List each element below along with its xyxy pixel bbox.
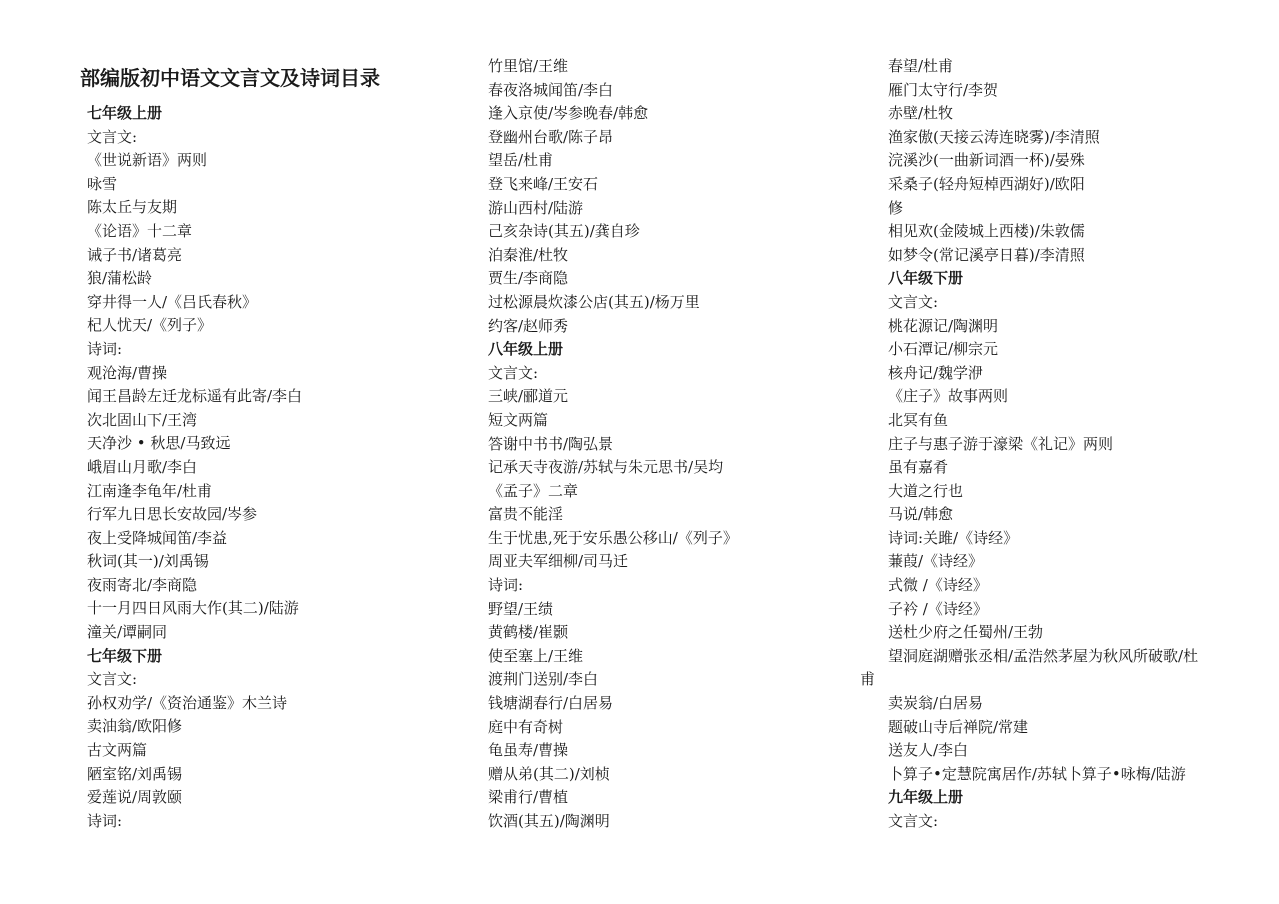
list-item: 北冥有鱼 bbox=[888, 410, 949, 429]
list-item: 文言文: bbox=[888, 812, 939, 830]
page-title: 部编版初中语文文言文及诗词目录 bbox=[80, 66, 380, 90]
list-item: 赠从弟(其二)/刘桢 bbox=[488, 764, 610, 783]
list-item: 穿井得一人/《吕氏春秋》 bbox=[87, 292, 258, 311]
list-item: 观沧海/曹操 bbox=[87, 363, 168, 382]
list-item: 《庄子》故事两则 bbox=[888, 387, 1009, 406]
list-item: 诗词: bbox=[488, 576, 524, 595]
list-item: 潼关/谭嗣同 bbox=[87, 623, 168, 642]
list-item: 题破山寺后禅院/常建 bbox=[888, 717, 1029, 736]
list-item: 周亚夫军细柳/司马迁 bbox=[488, 552, 629, 571]
list-item: 桃花源记/陶渊明 bbox=[888, 316, 999, 335]
section-heading: 九年级上册 bbox=[888, 788, 964, 807]
list-item: 大道之行也 bbox=[888, 481, 964, 500]
list-item: 虽有嘉肴 bbox=[888, 458, 949, 477]
section-heading: 七年级上册 bbox=[87, 104, 163, 122]
list-item: 春夜洛城闻笛/李白 bbox=[488, 80, 614, 99]
list-item: 望岳/杜甫 bbox=[488, 151, 554, 170]
list-item: 闻王昌龄左迁龙标遥有此寄/李白 bbox=[87, 387, 303, 406]
list-item: 《论语》十二章 bbox=[87, 221, 193, 240]
list-item: 野望/王绩 bbox=[488, 599, 554, 618]
list-item: 渡荆门送别/李白 bbox=[488, 670, 599, 689]
list-item: 甫 bbox=[860, 670, 876, 689]
list-item: 钱塘湖春行/白居易 bbox=[488, 694, 614, 713]
list-item: 生于忧患,死于安乐愚公移山/《列子》 bbox=[488, 528, 738, 547]
list-item: 诗词: bbox=[87, 811, 123, 830]
list-item: 文言文: bbox=[888, 292, 939, 311]
list-item: 子衿 /《诗经》 bbox=[888, 599, 988, 618]
list-item: 文言文: bbox=[488, 363, 539, 382]
list-item: 黄鹤楼/崔颢 bbox=[488, 623, 569, 642]
list-item: 雁门太守行/李贺 bbox=[888, 80, 999, 99]
list-item: 登幽州台歌/陈子昂 bbox=[488, 127, 614, 146]
list-item: 核舟记/魏学洢 bbox=[888, 363, 984, 382]
list-item: 诗词: bbox=[87, 339, 123, 358]
list-item: 爱莲说/周敦颐 bbox=[87, 788, 183, 807]
list-item: 夜上受降城闻笛/李益 bbox=[87, 528, 228, 547]
list-item: 富贵不能淫 bbox=[488, 505, 564, 524]
list-item: 相见欢(金陵城上西楼)/朱敦儒 bbox=[888, 222, 1085, 241]
list-item: 式微 /《诗经》 bbox=[888, 576, 988, 595]
list-item: 竹里馆/王维 bbox=[488, 57, 569, 75]
list-item: 逢入京使/岑参晚春/韩愈 bbox=[488, 104, 649, 123]
list-item: 《世说新语》两则 bbox=[87, 151, 208, 170]
list-item: 过松源晨炊漆公店(其五)/杨万里 bbox=[488, 292, 700, 311]
section-heading: 七年级下册 bbox=[87, 646, 163, 665]
list-item: 秋词(其一)/刘禹锡 bbox=[87, 552, 209, 571]
list-item: 修 bbox=[888, 198, 904, 217]
list-item: 狼/蒲松龄 bbox=[87, 269, 153, 288]
list-item: 使至塞上/王维 bbox=[488, 646, 584, 665]
list-item: 江南逢李龟年/杜甫 bbox=[87, 481, 213, 500]
list-item: 贾生/李商隐 bbox=[488, 269, 569, 288]
list-item: 送友人/李白 bbox=[888, 741, 969, 760]
column-3 bbox=[860, 55, 1240, 834]
list-item: 杞人忧天/《列子》 bbox=[87, 316, 213, 335]
list-item: 浣溪沙(一曲新词酒一杯)/晏殊 bbox=[888, 151, 1085, 170]
list-item: 渔家傲(天接云涛连晓雾)/李清照 bbox=[888, 127, 1100, 146]
list-item: 十一月四日风雨大作(其二)/陆游 bbox=[87, 599, 299, 618]
list-item: 采桑子(轻舟短棹西湖好)/欧阳 bbox=[888, 174, 1085, 193]
list-item: 古文两篇 bbox=[87, 741, 148, 760]
list-item: 行军九日思长安故园/岑参 bbox=[87, 505, 258, 524]
list-item: 峨眉山月歌/李白 bbox=[87, 457, 198, 476]
list-item: 《孟子》二章 bbox=[488, 481, 579, 500]
list-item: 己亥杂诗(其五)/龚自珍 bbox=[488, 222, 640, 241]
list-item: 次北固山下/王湾 bbox=[87, 410, 198, 429]
section-heading: 八年级上册 bbox=[488, 340, 564, 359]
list-item: 登飞来峰/王安石 bbox=[488, 174, 599, 193]
list-item: 小石潭记/柳宗元 bbox=[888, 340, 999, 359]
list-item: 记承天寺夜游/苏轼与朱元思书/吴均 bbox=[488, 458, 724, 477]
list-item: 如梦令(常记溪亭日暮)/李清照 bbox=[888, 245, 1085, 264]
list-item: 马说/韩愈 bbox=[888, 505, 954, 524]
list-item: 天净沙 • 秋思/马致远 bbox=[87, 434, 231, 453]
list-item: 送杜少府之任蜀州/王勃 bbox=[888, 623, 1044, 642]
list-item: 春望/杜甫 bbox=[888, 57, 954, 75]
list-item: 夜雨寄北/李商隐 bbox=[87, 575, 198, 594]
list-item: 庄子与惠子游于濠梁《礼记》两则 bbox=[888, 434, 1114, 453]
list-item: 庭中有奇树 bbox=[488, 717, 564, 736]
list-item: 望洞庭湖赠张丞相/孟浩然茅屋为秋风所破歌/杜 bbox=[888, 646, 1199, 665]
list-item: 饮酒(其五)/陶渊明 bbox=[488, 812, 610, 830]
list-item: 蒹葭/《诗经》 bbox=[888, 552, 984, 571]
list-item: 诫子书/诸葛亮 bbox=[87, 245, 183, 264]
list-item: 泊秦淮/杜牧 bbox=[488, 245, 569, 264]
list-item: 卜算子•定慧院寓居作/苏轼卜算子•咏梅/陆游 bbox=[888, 764, 1186, 783]
section-heading: 八年级下册 bbox=[888, 269, 964, 288]
list-item: 龟虽寿/曹操 bbox=[488, 741, 569, 760]
list-item: 文言文: bbox=[87, 127, 138, 146]
list-item: 答谢中书书/陶弘景 bbox=[488, 434, 614, 453]
list-item: 卖油翁/欧阳修 bbox=[87, 717, 183, 736]
list-item: 咏雪 bbox=[87, 174, 118, 193]
list-item: 诗词:关雎/《诗经》 bbox=[888, 528, 1019, 547]
column-1 bbox=[87, 102, 417, 833]
list-item: 游山西村/陆游 bbox=[488, 198, 584, 217]
list-item: 卖炭翁/白居易 bbox=[888, 694, 984, 713]
list-item: 约客/赵师秀 bbox=[488, 316, 569, 335]
list-item: 短文两篇 bbox=[488, 410, 549, 429]
list-item: 三峡/郦道元 bbox=[488, 387, 569, 406]
list-item: 文言文: bbox=[87, 670, 138, 689]
list-item: 陈太丘与友期 bbox=[87, 198, 178, 217]
list-item: 孙权劝学/《资治通鉴》木兰诗 bbox=[87, 693, 288, 712]
list-item: 梁甫行/曹植 bbox=[488, 788, 569, 807]
column-2 bbox=[488, 55, 848, 834]
list-item: 赤壁/杜牧 bbox=[888, 104, 954, 123]
list-item: 陋室铭/刘禹锡 bbox=[87, 764, 183, 783]
